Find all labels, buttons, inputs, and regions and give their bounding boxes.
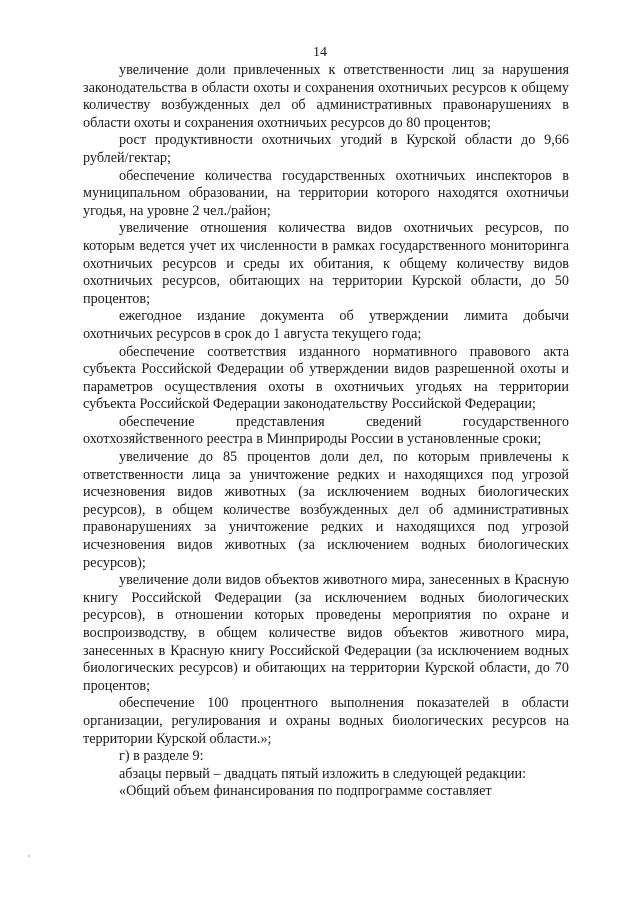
page-number: 14 — [313, 45, 327, 60]
section-heading: г) в разделе 9: — [119, 748, 204, 765]
paragraph: обеспечение количества государственных охотничьих инспекторов в муниципальном образовании, на территории которого находятся охотничьи угодья, на уровне 2 чел./район; — [83, 167, 569, 219]
paragraph: рост продуктивности охотничьих угодий в Курской области до 9,66 рублей/гектар; — [83, 132, 569, 166]
paragraph: «Общий объем финансирования по подпрограмме составляет — [119, 783, 492, 800]
paragraph: ежегодное издание документа об утверждении лимита добычи охотничьих ресурсов в срок до 1 августа текущего года; — [83, 308, 569, 342]
paragraph: увеличение отношения количества видов охотничьих ресурсов, по которым ведется учет их численности в рамках государственного мониторинга охотничьих ресурсов и среды их обитания, к общему количеству видов охотничьих ресурсов, обитающих на территории Курской области, до 50 процентов; — [83, 220, 569, 307]
paragraph: абзацы первый – двадцать пятый изложить в следующей редакции: — [119, 765, 527, 782]
paragraph: увеличение доли привлеченных к ответственности лиц за нарушения законодательства в области охоты и сохранения охотничьих ресурсов к общему количеству возбужденных дел об административных правонарушениях в области охоты и сохранения охотничьих ресурсов до 80 процентов; — [83, 62, 569, 131]
paragraph: увеличение до 85 процентов доли дел, по которым привлечены к ответственности лица за уничтожение редких и находящихся под угрозой исчезновения видов животных (за исключением водных биологических ресурсов), в общем количестве возбужденных дел об административных правонарушениях за уничтожение редких и находящихся под угрозой исчезновения видов животных (за исключением водных биологических ресурсов); — [83, 449, 569, 571]
paragraph: обеспечение соответствия изданного нормативного правового акта субъекта Российской Федерации об утверждении видов разрешенной охоты и параметров осуществления охоты в охотничьих угодьях на территории субъекта Российской Федерации законодательству Российской Федерации; — [83, 343, 569, 413]
paragraph: увеличение доли видов объектов животного мира, занесенных в Красную книгу Российской Федерации (за исключением водных биологических ресурсов), в отношении которых проведены мероприятия по охране и воспроизводству, в общем количестве видов объектов животного мира, занесенных в Красную книгу Российской Федерации (за исключением водных биологических ресурсов) и обитающих на территории Курской области, до 70 процентов; — [83, 572, 569, 694]
paragraph: обеспечение 100 процентного выполнения показателей в области организации, регулирования и охраны водных биологических ресурсов на территории Курской области.»; — [83, 695, 569, 747]
scan-speck — [28, 855, 30, 857]
document-body — [83, 62, 569, 801]
paragraph: обеспечение представления сведений государственного охотхозяйственного реестра в Минприроды России в установленные сроки; — [83, 413, 569, 448]
